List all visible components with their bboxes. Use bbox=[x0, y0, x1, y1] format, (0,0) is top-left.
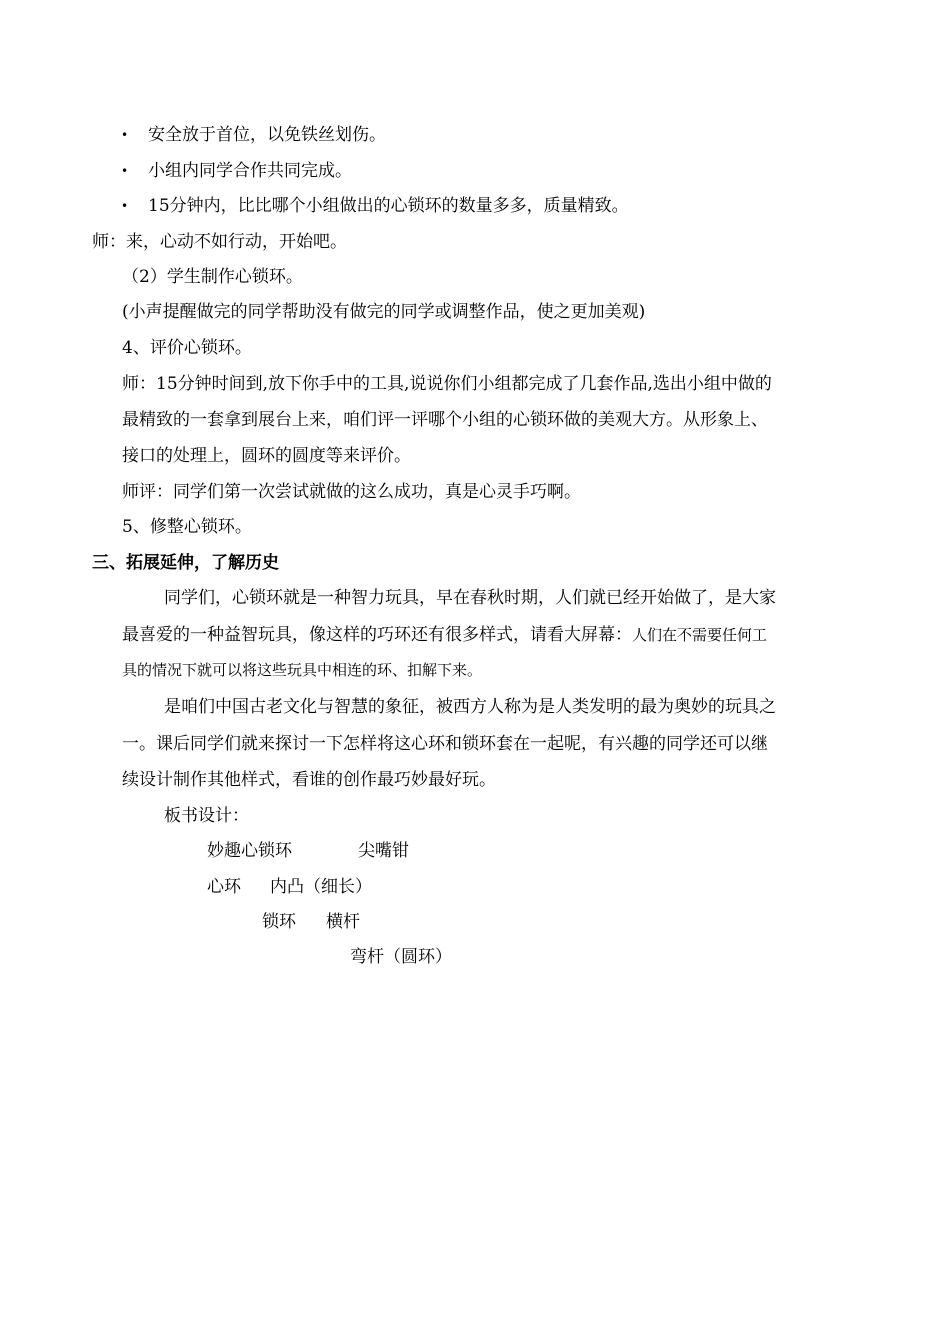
board-title-left: 妙趣心锁环 bbox=[207, 841, 292, 861]
board-design-title: 板书设计： bbox=[164, 806, 249, 826]
paragraph1-line-2 bbox=[122, 624, 767, 646]
teacher-comment-line: 师评：同学们第一次尝试就做的这么成功，真是心灵手巧啊。 bbox=[122, 482, 581, 502]
board-lock-detail: 横杆 bbox=[326, 912, 360, 932]
bullet-item: 小组内同学合作共同完成。 bbox=[148, 161, 352, 181]
bullet-dot: • bbox=[121, 164, 129, 178]
paragraph1-line-2-text: 最喜爱的一种益智玩具，像这样的巧环还有很多样式，请看大屏幕： bbox=[122, 625, 632, 645]
reminder-line: (小声提醒做完的同学帮助没有做完的同学或调整作品，使之更加美观) bbox=[122, 302, 646, 322]
step5-line: 5、修整心锁环。 bbox=[122, 517, 252, 537]
board-heart-ring: 心环 bbox=[207, 877, 241, 897]
board-curve-detail: 弯杆（圆环） bbox=[350, 947, 452, 967]
teacher-go-line: 师：来，心动不如行动，开始吧。 bbox=[92, 232, 347, 252]
bullet-dot: • bbox=[121, 128, 129, 142]
bullet-item: 15分钟内，比比哪个小组做出的心锁环的数量多多，质量精致。 bbox=[148, 196, 629, 216]
paragraph2-line-3: 续设计制作其他样式，看谁的创作最巧妙最好玩。 bbox=[122, 770, 496, 790]
section-heading: 三、拓展延伸，了解历史 bbox=[92, 553, 279, 573]
board-title-right: 尖嘴钳 bbox=[358, 841, 409, 861]
paragraph1-line-2-small: 人们在不需要任何工 bbox=[632, 626, 768, 644]
evaluation-line-3: 接口的处理上，圆环的圆度等来评价。 bbox=[122, 446, 411, 466]
paragraph1-line-1: 同学们，心锁环就是一种智力玩具，早在春秋时期，人们就已经开始做了，是大家 bbox=[164, 588, 776, 608]
paragraph2-line-1: 是咱们中国古老文化与智慧的象征，被西方人称为是人类发明的最为奥妙的玩具之 bbox=[164, 697, 776, 717]
bullet-item: 安全放于首位，以免铁丝划伤。 bbox=[148, 125, 386, 145]
board-heart-detail: 内凸（细长） bbox=[270, 877, 372, 897]
evaluation-line-1: 师：15分钟时间到,放下你手中的工具,说说你们小组都完成了几套作品,选出小组中做的 bbox=[122, 374, 772, 394]
paragraph1-line-3: 具的情况下就可以将这些玩具中相连的环、扣解下来。 bbox=[122, 661, 483, 679]
board-lock-ring: 锁环 bbox=[262, 912, 296, 932]
step4-line: 4、评价心锁环。 bbox=[122, 338, 252, 358]
paragraph2-line-2: 一。课后同学们就来探讨一下怎样将这心环和锁环套在一起呢，有兴趣的同学还可以继 bbox=[122, 734, 768, 754]
bullet-dot: • bbox=[121, 199, 129, 213]
step2-line: （2）学生制作心锁环。 bbox=[122, 267, 303, 287]
evaluation-line-2: 最精致的一套拿到展台上来，咱们评一评哪个小组的心锁环做的美观大方。从形象上、 bbox=[122, 410, 768, 430]
